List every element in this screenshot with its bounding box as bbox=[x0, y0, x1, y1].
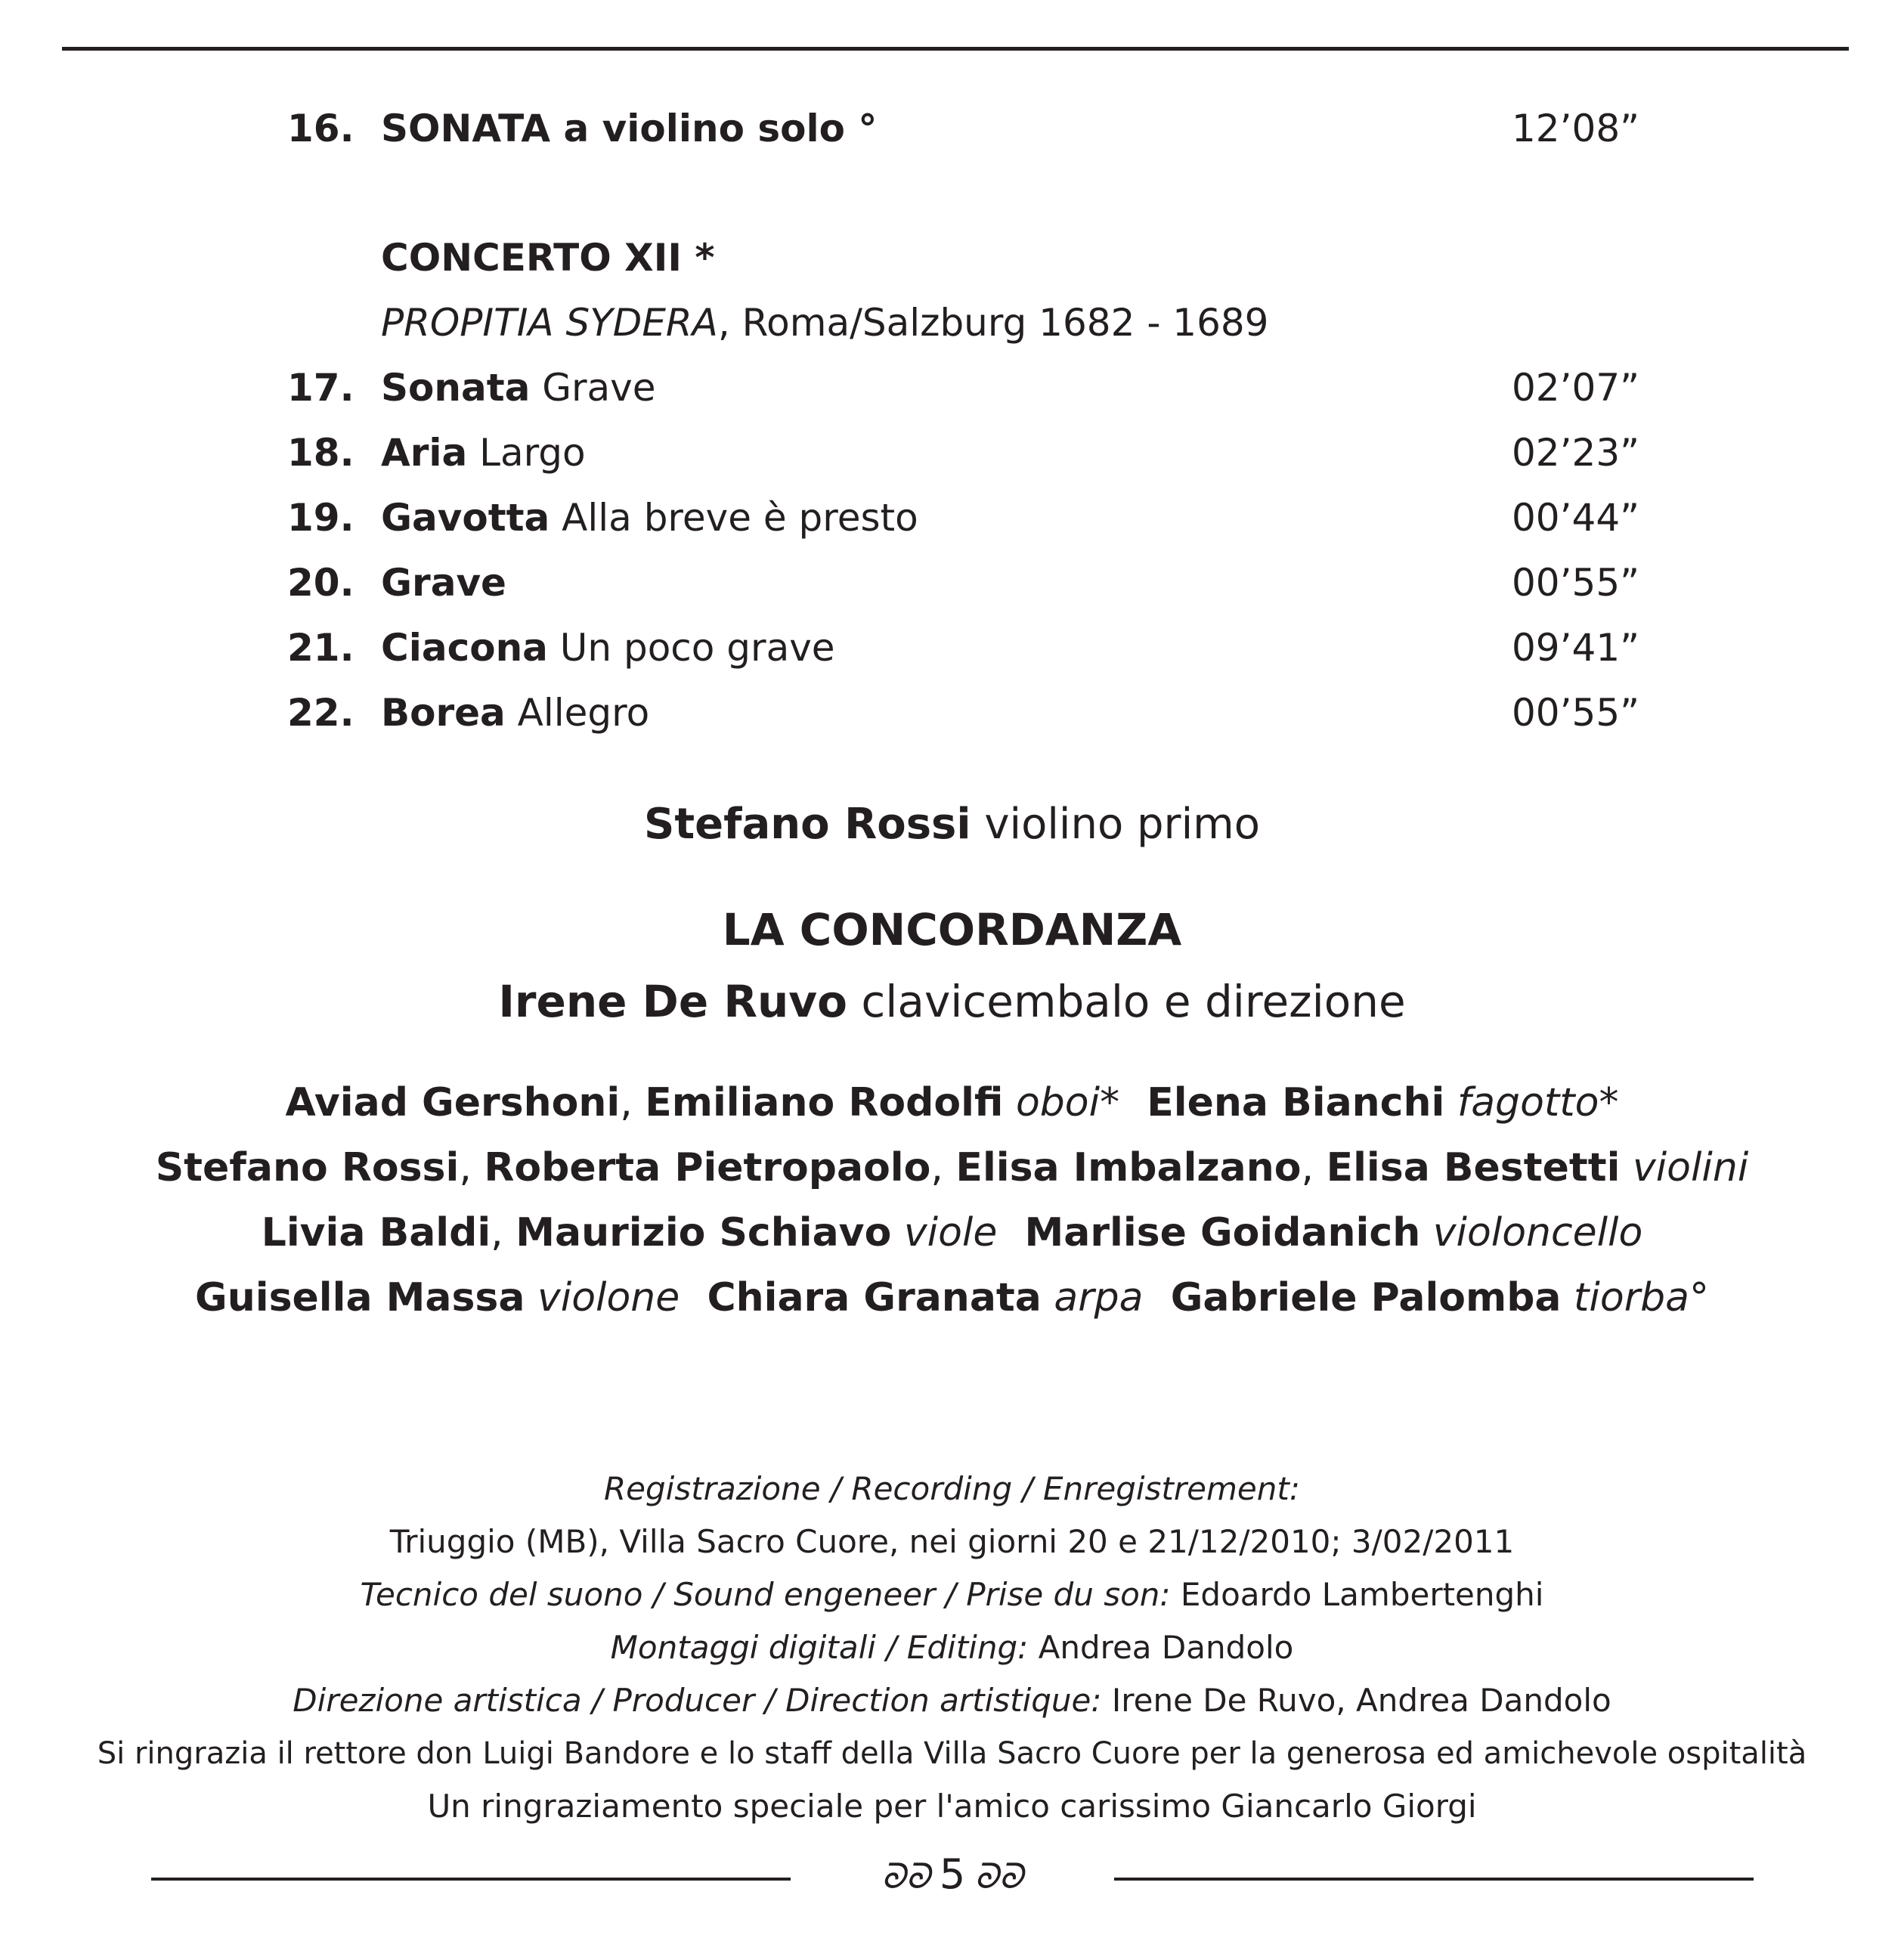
musicians-line-1 bbox=[0, 1079, 1904, 1127]
instrument: violoncello bbox=[1420, 1210, 1643, 1255]
ornament-left-icon: ᘐᘐ bbox=[881, 1856, 930, 1896]
musician-name: Elena Bianchi bbox=[1119, 1080, 1445, 1125]
credits-thanks-2: Un ringraziamento speciale per l'amico carissimo Giancarlo Giorgi bbox=[427, 1788, 1477, 1825]
separator: , bbox=[930, 1145, 956, 1190]
credit-label: Registrazione / Recording / Enregistrement: bbox=[603, 1470, 1300, 1507]
page-footer bbox=[831, 1852, 1073, 1899]
movement-tempo: Alla breve è presto bbox=[550, 496, 918, 540]
musician-name: Livia Baldi bbox=[261, 1210, 491, 1255]
separator: , bbox=[491, 1210, 516, 1255]
page-number: 5 bbox=[939, 1850, 966, 1898]
musician-name: Aviad Gershoni bbox=[285, 1080, 621, 1125]
soloist-name: Stefano Rossi bbox=[644, 800, 971, 849]
musician-name: Marlise Goidanich bbox=[997, 1210, 1421, 1255]
musician-name: Stefano Rossi bbox=[155, 1145, 460, 1190]
musician-name: Guisella Massa bbox=[195, 1275, 525, 1320]
soloist-line bbox=[0, 798, 1904, 851]
musician-name: Elisa Imbalzano bbox=[955, 1145, 1302, 1190]
track-duration: 00’55” bbox=[1512, 691, 1640, 735]
movement-tempo: Largo bbox=[467, 431, 586, 475]
ornament-right-icon: ᘐᘐ bbox=[974, 1856, 1023, 1896]
track-number: 20. bbox=[287, 561, 354, 605]
musician-name: Gabriele Palomba bbox=[1143, 1275, 1562, 1320]
footer-rule-left bbox=[151, 1878, 791, 1881]
movement-tempo: Allegro bbox=[505, 691, 650, 735]
movement-name: Borea bbox=[381, 691, 506, 735]
concerto-title: CONCERTO XII * bbox=[381, 236, 715, 280]
movement-name: Sonata bbox=[381, 366, 531, 410]
track-duration: 02’23” bbox=[1512, 431, 1640, 475]
credits-thanks-1: Si ringrazia il rettore don Luigi Bandore e lo staff della Villa Sacro Cuore per la generosa ed amichevole ospitalità bbox=[97, 1736, 1807, 1771]
credits-editing bbox=[0, 1627, 1904, 1669]
separator: , bbox=[1301, 1145, 1327, 1190]
musician-name: Maurizio Schiavo bbox=[515, 1210, 892, 1255]
track-title bbox=[381, 625, 835, 670]
track-title bbox=[381, 495, 918, 540]
director-role: clavicembalo e direzione bbox=[847, 976, 1406, 1027]
concerto-subtitle bbox=[381, 300, 1269, 345]
instrument: fagotto* bbox=[1444, 1080, 1619, 1125]
track-duration: 09’41” bbox=[1512, 626, 1640, 670]
credit-label: Direzione artistica / Producer / Direction artistique: bbox=[293, 1682, 1102, 1719]
director-name: Irene De Ruvo bbox=[498, 976, 847, 1027]
track-title bbox=[381, 690, 649, 735]
credits-producer bbox=[0, 1680, 1904, 1722]
track-title bbox=[381, 560, 506, 605]
credit-value: Andrea Dandolo bbox=[1028, 1629, 1294, 1666]
track-title bbox=[381, 365, 656, 410]
musician-name: Emiliano Rodolfi bbox=[645, 1080, 1004, 1125]
separator: , bbox=[459, 1145, 485, 1190]
credits-sound bbox=[0, 1574, 1904, 1616]
credits-recording-label bbox=[0, 1468, 1904, 1510]
director-line bbox=[0, 975, 1904, 1028]
musicians-line-3 bbox=[0, 1209, 1904, 1257]
track-number: 18. bbox=[287, 431, 354, 475]
musician-name: Chiara Granata bbox=[680, 1275, 1042, 1320]
credit-label: Tecnico del suono / Sound engeneer / Prise du son: bbox=[360, 1576, 1171, 1613]
instrument: oboi* bbox=[1003, 1080, 1120, 1125]
musician-name: Roberta Pietropaolo bbox=[484, 1145, 931, 1190]
track-number: 21. bbox=[287, 626, 354, 670]
instrument: violini bbox=[1620, 1145, 1749, 1190]
ensemble-name: LA CONCORDANZA bbox=[722, 904, 1182, 955]
track-number: 17. bbox=[287, 366, 354, 410]
instrument: viole bbox=[891, 1210, 998, 1255]
instrument: arpa bbox=[1041, 1275, 1144, 1320]
credit-label: Montaggi digitali / Editing: bbox=[610, 1629, 1029, 1666]
musicians-line-2 bbox=[0, 1144, 1904, 1192]
musicians-line-4 bbox=[0, 1274, 1904, 1322]
concerto-subtitle-rest: , Roma/Salzburg 1682 - 1689 bbox=[717, 301, 1269, 345]
track-number: 22. bbox=[287, 691, 354, 735]
instrument: tiorba° bbox=[1561, 1275, 1709, 1320]
track-duration: 00’44” bbox=[1512, 496, 1640, 540]
track-duration: 00’55” bbox=[1512, 561, 1640, 605]
credit-value: Irene De Ruvo, Andrea Dandolo bbox=[1101, 1682, 1611, 1719]
movement-name: Aria bbox=[381, 431, 468, 475]
instrument: violone bbox=[525, 1275, 680, 1320]
track-title: SONATA a violino solo ° bbox=[381, 107, 878, 150]
separator: , bbox=[620, 1080, 646, 1125]
track-duration: 12’08” bbox=[1512, 107, 1640, 150]
concerto-subtitle-italic: PROPITIA SYDERA bbox=[381, 301, 718, 345]
movement-name: Grave bbox=[381, 561, 506, 605]
musician-name: Elisa Bestetti bbox=[1326, 1145, 1621, 1190]
track-number: 16. bbox=[287, 107, 354, 150]
movement-tempo: Un poco grave bbox=[547, 626, 835, 670]
top-rule bbox=[62, 47, 1849, 51]
track-title bbox=[381, 430, 586, 475]
soloist-role: violino primo bbox=[971, 800, 1260, 849]
track-duration: 02’07” bbox=[1512, 366, 1640, 410]
movement-name: Gavotta bbox=[381, 496, 550, 540]
movement-name: Ciacona bbox=[381, 626, 548, 670]
movement-tempo: Grave bbox=[530, 366, 656, 410]
credits-recording-place: Triuggio (MB), Villa Sacro Cuore, nei giorni 20 e 21/12/2010; 3/02/2011 bbox=[389, 1523, 1515, 1560]
track-number: 19. bbox=[287, 496, 354, 540]
footer-rule-right bbox=[1114, 1878, 1754, 1881]
credit-value: Edoardo Lambertenghi bbox=[1170, 1576, 1544, 1613]
